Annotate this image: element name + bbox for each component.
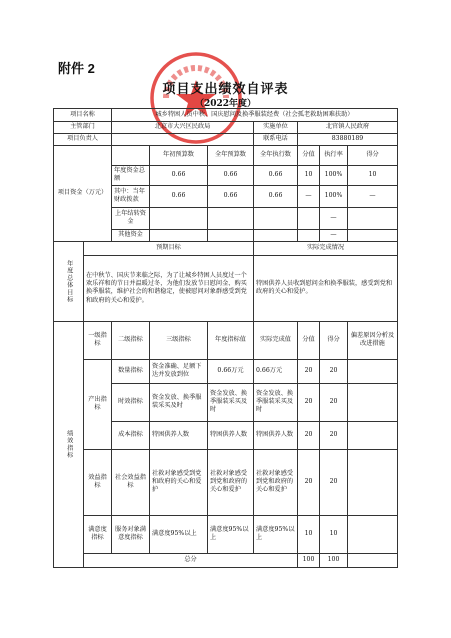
attachment-label: 附件 2 <box>58 61 95 76</box>
funds-cell: — <box>320 207 348 229</box>
funds-header: 全年预算数 <box>208 146 254 166</box>
ind-note <box>348 515 398 553</box>
form-title: 项目支出绩效自评表 <box>162 82 289 97</box>
funds-cell <box>208 207 254 229</box>
funds-header: 全年执行数 <box>254 146 298 166</box>
funds-label: 项目资金（万元） <box>54 146 112 242</box>
owner-label: 项目负责人 <box>54 134 112 146</box>
funds-cell: — <box>320 229 348 241</box>
actual-header: 实际完成情况 <box>254 241 398 255</box>
owner-value <box>112 134 254 146</box>
total-score: 100 <box>298 553 320 567</box>
form-year: （2022年度） <box>194 99 257 109</box>
ind-note <box>348 359 398 383</box>
ind-target: 满意度95%以上 <box>208 515 254 553</box>
dept-label: 主管部门 <box>54 122 112 134</box>
ind-header: 二级指标 <box>112 321 150 359</box>
ind-note <box>348 449 398 515</box>
funds-cell: 100% <box>320 166 348 186</box>
funds-cell <box>150 229 208 241</box>
funds-cell: 10 <box>348 166 398 186</box>
funds-row-name: 其他资金 <box>112 229 150 241</box>
ind-target: 特困供养人数 <box>208 421 254 449</box>
funds-header: 得分 <box>348 146 398 166</box>
ind-target: 0.66万元 <box>208 359 254 383</box>
funds-row-name: 上年结转资金 <box>112 207 150 229</box>
ind-actual: 0.66万元 <box>254 359 298 383</box>
funds-cell <box>150 207 208 229</box>
ind-score: 20 <box>298 359 320 383</box>
funds-row-name: 年度资金总额 <box>112 166 150 186</box>
ind-l2: 服务对象满意度指标 <box>112 515 150 553</box>
funds-cell: — <box>348 185 398 207</box>
project-name-value: 城乡特困人员中秋、国庆慰问及换季服装经费（社会孤老救助困难扶助） <box>112 109 398 122</box>
ind-got: 20 <box>320 383 348 421</box>
funds-cell <box>298 207 320 229</box>
total-label: 总分 <box>84 553 298 567</box>
expected-header: 预期目标 <box>84 241 254 255</box>
funds-cell <box>208 229 254 241</box>
ind-l3: 社救对象感受到党和政府的关心和爱护 <box>150 449 208 515</box>
ind-actual: 特困供养人数 <box>254 421 298 449</box>
total-got: 100 <box>320 553 348 567</box>
ind-target: 社救对象感受到党和政府的关心和爱护 <box>208 449 254 515</box>
funds-cell: 0.66 <box>150 166 208 186</box>
ind-l2: 成本指标 <box>112 421 150 449</box>
ind-l2: 数量指标 <box>112 359 150 383</box>
exec-label: 实施单位 <box>254 122 298 134</box>
goals-label-text: 年度总体目标 <box>65 259 73 303</box>
ind-header: 得分 <box>320 321 348 359</box>
ind-score: 20 <box>298 421 320 449</box>
ind-l3: 特困供养人数 <box>150 421 208 449</box>
funds-cell: 0.66 <box>150 185 208 207</box>
ind-header: 一级指标 <box>84 321 112 359</box>
project-name-label: 项目名称 <box>54 109 112 122</box>
ind-actual: 资金发放、换季服装采买及时 <box>254 383 298 421</box>
ind-note <box>348 421 398 449</box>
ind-actual: 社救对象感受到党和政府的关心和爱护 <box>254 449 298 515</box>
ind-header: 分值 <box>298 321 320 359</box>
output-label: 产出指标 <box>84 359 112 449</box>
funds-cell: 0.66 <box>254 166 298 186</box>
funds-header: 执行率 <box>320 146 348 166</box>
ind-header: 实际完成值 <box>254 321 298 359</box>
ind-target: 资金发放、换季服装采买及时 <box>208 383 254 421</box>
evaluation-table <box>53 108 398 568</box>
ind-l2: 时效指标 <box>112 383 150 421</box>
indicators-label-text: 绩效指标 <box>65 429 73 459</box>
funds-cell <box>348 229 398 241</box>
ind-header: 偏差原因分析及改进措施 <box>348 321 398 359</box>
ind-l2: 社会效益指标 <box>112 449 150 515</box>
ind-l3: 满意度95%以上 <box>150 515 208 553</box>
expected-goal: 在中秋节、国庆节来临之际，为了让城乡特困人员度过一个欢乐祥和的节日并温暖过冬，为他们发放节日慰问金、购买换季服装，维护社会的和谐稳定，使被慰问对象群感受到党和政府的关心和爱护。 <box>84 255 254 321</box>
ind-note <box>348 383 398 421</box>
funds-header: 年初预算数 <box>150 146 208 166</box>
funds-header: 分值 <box>298 146 320 166</box>
ind-got: 20 <box>320 449 348 515</box>
ind-got: 20 <box>320 421 348 449</box>
funds-cell <box>298 229 320 241</box>
effect-label: 效益指标 <box>84 449 112 515</box>
ind-actual: 满意度95%以上 <box>254 515 298 553</box>
funds-cell: — <box>298 185 320 207</box>
phone-value: 83880189 <box>298 134 398 146</box>
exec-value: 北官镇人民政府 <box>298 122 398 134</box>
funds-cell <box>254 207 298 229</box>
total-note <box>348 553 398 567</box>
ind-got: 10 <box>320 515 348 553</box>
ind-score: 10 <box>298 515 320 553</box>
actual-result: 特困供养人员收到慰问金和换季服装，感受到党和政府的关心和爱护。 <box>254 255 398 321</box>
indicators-label <box>54 321 84 567</box>
funds-row-name: 其中：当年财政拨款 <box>112 185 150 207</box>
ind-got: 20 <box>320 359 348 383</box>
ind-l3: 资金发放、换季服装采买及时 <box>150 383 208 421</box>
ind-header: 三级指标 <box>150 321 208 359</box>
phone-label: 联系电话 <box>254 134 298 146</box>
funds-cell: 0.66 <box>208 166 254 186</box>
satisfaction-label: 满意度指标 <box>84 515 112 553</box>
ind-header: 年度指标值 <box>208 321 254 359</box>
funds-header-blank <box>112 146 150 166</box>
funds-cell: 10 <box>298 166 320 186</box>
goals-label <box>54 241 84 321</box>
funds-cell: 0.66 <box>208 185 254 207</box>
dept-value: 北京市大兴区民政局 <box>112 122 254 134</box>
ind-l3: 资金准确、足额下达并发放到位 <box>150 359 208 383</box>
funds-cell: 100% <box>320 185 348 207</box>
ind-score: 20 <box>298 383 320 421</box>
ind-score: 20 <box>298 449 320 515</box>
funds-cell <box>254 229 298 241</box>
funds-cell: 0.66 <box>254 185 298 207</box>
funds-cell <box>348 207 398 229</box>
